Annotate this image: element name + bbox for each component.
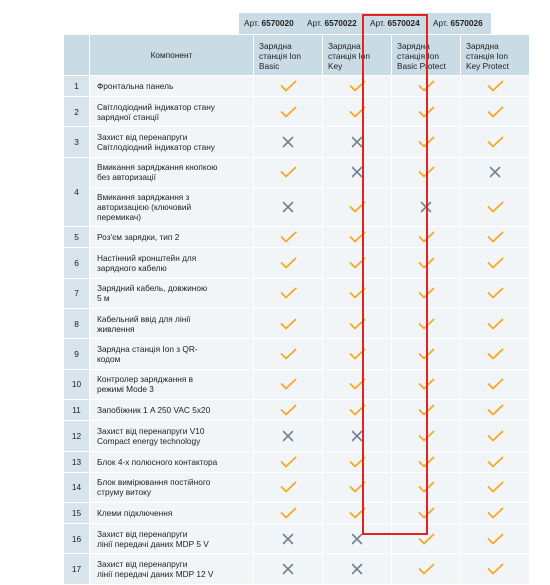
table-row <box>64 502 530 523</box>
component-name-line: Захист від перенапруги <box>97 132 188 143</box>
availability-cell <box>392 472 461 502</box>
availability-cell <box>461 451 530 472</box>
component-name-line: зарядного кабелю <box>97 262 167 273</box>
availability-cell <box>461 188 530 227</box>
availability-cell <box>254 502 323 523</box>
row-number: 3 <box>64 127 90 157</box>
comparison-table <box>63 34 530 585</box>
component-name-line: Фронтальна панель <box>97 81 174 91</box>
row-number: 14 <box>64 472 90 502</box>
cross-icon <box>282 430 294 442</box>
component-name-line: Настінний кронштейн для <box>97 252 197 263</box>
row-number: 9 <box>64 339 90 369</box>
check-icon <box>487 231 504 243</box>
component-name-line: перемикач) <box>97 212 142 223</box>
check-icon <box>418 136 435 148</box>
availability-cell <box>254 76 323 97</box>
availability-cell <box>461 278 530 308</box>
check-icon <box>349 287 366 299</box>
table-row <box>64 421 530 451</box>
article-number-4 <box>428 13 491 34</box>
component-name-line: Світлодіодний індикатор стану <box>97 101 215 112</box>
component-name <box>90 76 254 97</box>
cross-icon <box>282 563 294 575</box>
availability-cell <box>254 97 323 127</box>
component-name <box>90 278 254 308</box>
availability-cell <box>461 308 530 338</box>
cross-icon <box>282 533 294 545</box>
component-name-line: Захист від перенапруги <box>97 528 188 539</box>
component-name-line: Кабельний ввід для лінії <box>97 313 191 324</box>
table-row <box>64 523 530 553</box>
availability-cell <box>323 339 392 369</box>
component-name <box>90 554 254 584</box>
check-icon <box>349 456 366 468</box>
table-row <box>64 554 530 584</box>
component-name <box>90 157 254 187</box>
availability-cell <box>254 554 323 584</box>
product-name-line: Зарядна <box>328 41 361 51</box>
check-icon <box>418 106 435 118</box>
product-name-line: Key <box>328 61 343 71</box>
check-icon <box>418 80 435 92</box>
check-icon <box>349 507 366 519</box>
cross-icon <box>489 166 501 178</box>
table-row <box>64 227 530 248</box>
row-number: 10 <box>64 369 90 399</box>
product-name-line: станція Ion <box>328 51 370 61</box>
check-icon <box>280 378 297 390</box>
product-name-line: станція Ion <box>466 51 508 61</box>
component-header: Компонент <box>90 35 254 76</box>
check-icon <box>487 563 504 575</box>
check-icon <box>487 106 504 118</box>
component-name-line: Світлодіодний індикатор стану <box>97 142 215 153</box>
availability-cell <box>323 188 392 227</box>
availability-cell <box>461 227 530 248</box>
product-name-line: Зарядна <box>259 41 292 51</box>
availability-cell <box>254 421 323 451</box>
availability-cell <box>323 502 392 523</box>
component-name-line: Захист від перенапруги <box>97 558 188 569</box>
availability-cell <box>461 554 530 584</box>
cross-icon <box>351 430 363 442</box>
availability-cell <box>323 400 392 421</box>
component-name <box>90 400 254 421</box>
availability-cell <box>323 157 392 187</box>
availability-cell <box>392 451 461 472</box>
availability-cell <box>254 278 323 308</box>
availability-cell <box>254 369 323 399</box>
row-number: 17 <box>64 554 90 584</box>
availability-cell <box>254 451 323 472</box>
component-name-line: лінії передачі даних MDP 5 V <box>97 538 209 549</box>
row-number: 7 <box>64 278 90 308</box>
availability-cell <box>392 188 461 227</box>
header-row <box>64 35 530 76</box>
article-code: 6570020 <box>261 18 294 28</box>
product-column-header-2 <box>323 35 392 76</box>
check-icon <box>418 348 435 360</box>
table-row <box>64 339 530 369</box>
check-icon <box>487 430 504 442</box>
component-name-line: струму витоку <box>97 487 152 498</box>
component-name <box>90 97 254 127</box>
comparison-table-wrapper <box>63 13 509 585</box>
cross-icon <box>351 166 363 178</box>
check-icon <box>280 507 297 519</box>
check-icon <box>487 378 504 390</box>
check-icon <box>487 80 504 92</box>
component-name-line: 5 м <box>97 293 110 304</box>
availability-cell <box>392 227 461 248</box>
article-code: 6570022 <box>324 18 357 28</box>
article-number-row <box>63 13 489 34</box>
availability-cell <box>323 97 392 127</box>
component-name-line: Блок вимірювання постійного <box>97 477 211 488</box>
component-name <box>90 127 254 157</box>
product-name-line: Key Protect <box>466 61 509 71</box>
article-prefix: Арт. <box>244 18 262 28</box>
check-icon <box>418 287 435 299</box>
article-prefix: Арт. <box>307 18 325 28</box>
check-icon <box>280 287 297 299</box>
component-name-line: авторизацією (ключовий <box>97 202 192 213</box>
table-row <box>64 400 530 421</box>
component-name-line: Клеми підключення <box>97 507 173 518</box>
row-number: 8 <box>64 308 90 338</box>
availability-cell <box>392 554 461 584</box>
component-name-line: Вмикання заряджання кнопкою <box>97 162 218 173</box>
availability-cell <box>254 308 323 338</box>
availability-cell <box>392 278 461 308</box>
row-number: 12 <box>64 421 90 451</box>
availability-cell <box>461 421 530 451</box>
article-code: 6570024 <box>387 18 420 28</box>
availability-cell <box>392 157 461 187</box>
availability-cell <box>323 308 392 338</box>
availability-cell <box>392 248 461 278</box>
availability-cell <box>392 421 461 451</box>
availability-cell <box>323 472 392 502</box>
availability-cell <box>461 502 530 523</box>
component-name-line: Зарядна станція Ion з QR- <box>97 344 198 355</box>
cross-icon <box>351 533 363 545</box>
availability-cell <box>254 248 323 278</box>
availability-cell <box>392 339 461 369</box>
table-row <box>64 76 530 97</box>
availability-cell <box>461 472 530 502</box>
component-name <box>90 188 254 227</box>
product-name-line: Зарядна <box>397 41 430 51</box>
component-name-line: Роз'єм зарядки, тип 2 <box>97 232 180 243</box>
check-icon <box>418 231 435 243</box>
table-row <box>64 248 530 278</box>
availability-cell <box>392 502 461 523</box>
check-icon <box>280 106 297 118</box>
row-number: 4 <box>64 157 90 226</box>
check-icon <box>487 201 504 213</box>
check-icon <box>487 287 504 299</box>
check-icon <box>280 80 297 92</box>
check-icon <box>487 533 504 545</box>
availability-cell <box>323 76 392 97</box>
check-icon <box>418 456 435 468</box>
row-number: 2 <box>64 97 90 127</box>
availability-cell <box>461 369 530 399</box>
component-name-line: Зарядний кабель, довжиною <box>97 283 208 294</box>
check-icon <box>487 481 504 493</box>
availability-cell <box>323 369 392 399</box>
availability-cell <box>254 188 323 227</box>
table-row <box>64 278 530 308</box>
component-name-line: кодом <box>97 354 121 365</box>
availability-cell <box>461 97 530 127</box>
availability-cell <box>254 523 323 553</box>
product-column-header-3 <box>392 35 461 76</box>
availability-cell <box>461 127 530 157</box>
check-icon <box>280 318 297 330</box>
check-icon <box>349 201 366 213</box>
product-name-line: Basic Protect <box>397 61 446 71</box>
check-icon <box>280 166 297 178</box>
availability-cell <box>461 400 530 421</box>
component-name <box>90 248 254 278</box>
component-name-line: Вмикання заряджання з <box>97 192 190 203</box>
component-name <box>90 421 254 451</box>
availability-cell <box>323 554 392 584</box>
check-icon <box>280 404 297 416</box>
availability-cell <box>392 76 461 97</box>
component-name-line: Захист від перенапруги V10 <box>97 425 205 436</box>
availability-cell <box>323 523 392 553</box>
availability-cell <box>392 369 461 399</box>
check-icon <box>349 318 366 330</box>
table-row <box>64 472 530 502</box>
check-icon <box>280 231 297 243</box>
check-icon <box>349 378 366 390</box>
row-number: 16 <box>64 523 90 553</box>
component-name <box>90 369 254 399</box>
row-number: 5 <box>64 227 90 248</box>
check-icon <box>349 231 366 243</box>
component-name <box>90 523 254 553</box>
check-icon <box>418 507 435 519</box>
availability-cell <box>392 308 461 338</box>
check-icon <box>349 257 366 269</box>
check-icon <box>349 481 366 493</box>
check-icon <box>418 533 435 545</box>
component-name-line: без авторизації <box>97 172 156 183</box>
check-icon <box>487 318 504 330</box>
check-icon <box>280 456 297 468</box>
cross-icon <box>351 563 363 575</box>
availability-cell <box>254 227 323 248</box>
check-icon <box>487 404 504 416</box>
article-number-2 <box>302 13 365 34</box>
availability-cell <box>254 339 323 369</box>
check-icon <box>418 378 435 390</box>
availability-cell <box>323 451 392 472</box>
availability-cell <box>254 157 323 187</box>
check-icon <box>349 404 366 416</box>
component-name-line: Блок 4-х полюсного контактора <box>97 456 218 467</box>
component-name-line: режимі Mode 3 <box>97 384 154 395</box>
availability-cell <box>323 248 392 278</box>
component-name-line: зарядної станції <box>97 111 160 122</box>
component-name <box>90 339 254 369</box>
product-name-line: Зарядна <box>466 41 499 51</box>
table-row <box>64 188 530 227</box>
check-icon <box>280 481 297 493</box>
row-number: 13 <box>64 451 90 472</box>
availability-cell <box>461 523 530 553</box>
availability-cell <box>323 227 392 248</box>
product-name-line: Basic <box>259 61 280 71</box>
component-name-line: Контролер заряджання в <box>97 374 194 385</box>
row-number: 15 <box>64 502 90 523</box>
check-icon <box>280 257 297 269</box>
availability-cell <box>461 157 530 187</box>
check-icon <box>418 563 435 575</box>
cross-icon <box>351 136 363 148</box>
check-icon <box>418 318 435 330</box>
component-name-line: Compact energy technology <box>97 435 201 446</box>
table-row <box>64 451 530 472</box>
availability-cell <box>392 127 461 157</box>
table-row <box>64 157 530 187</box>
check-icon <box>349 80 366 92</box>
article-prefix: Арт. <box>370 18 388 28</box>
check-icon <box>349 106 366 118</box>
availability-cell <box>323 278 392 308</box>
row-number: 1 <box>64 76 90 97</box>
check-icon <box>280 348 297 360</box>
component-name-line: Запобіжник 1 A 250 VAC 5x20 <box>97 405 211 416</box>
component-name <box>90 472 254 502</box>
check-icon <box>418 481 435 493</box>
availability-cell <box>254 472 323 502</box>
check-icon <box>487 257 504 269</box>
component-name <box>90 502 254 523</box>
product-column-header-4 <box>461 35 530 76</box>
component-name <box>90 227 254 248</box>
check-icon <box>487 136 504 148</box>
article-code: 6570026 <box>450 18 483 28</box>
header-number-cell <box>64 35 90 76</box>
article-number-3 <box>365 13 428 34</box>
check-icon <box>487 507 504 519</box>
availability-cell <box>392 523 461 553</box>
row-number: 11 <box>64 400 90 421</box>
check-icon <box>487 456 504 468</box>
product-name-line: станція Ion <box>259 51 301 61</box>
check-icon <box>418 430 435 442</box>
table-row <box>64 308 530 338</box>
product-name-line: станція Ion <box>397 51 439 61</box>
availability-cell <box>461 339 530 369</box>
check-icon <box>418 257 435 269</box>
availability-cell <box>461 76 530 97</box>
article-prefix: Арт. <box>433 18 451 28</box>
cross-icon <box>282 136 294 148</box>
table-row <box>64 127 530 157</box>
article-number-1 <box>239 13 302 34</box>
cross-icon <box>282 201 294 213</box>
component-name <box>90 308 254 338</box>
component-name-line: лінії передачі даних MDP 12 V <box>97 568 214 579</box>
check-icon <box>418 166 435 178</box>
check-icon <box>418 404 435 416</box>
check-icon <box>349 348 366 360</box>
availability-cell <box>323 421 392 451</box>
cross-icon <box>420 201 432 213</box>
row-number: 6 <box>64 248 90 278</box>
component-name <box>90 451 254 472</box>
availability-cell <box>392 97 461 127</box>
availability-cell <box>392 400 461 421</box>
product-column-header-1 <box>254 35 323 76</box>
availability-cell <box>323 127 392 157</box>
table-row <box>64 97 530 127</box>
availability-cell <box>254 127 323 157</box>
table-row <box>64 369 530 399</box>
availability-cell <box>254 400 323 421</box>
check-icon <box>487 348 504 360</box>
component-name-line: живлення <box>97 323 135 334</box>
availability-cell <box>461 248 530 278</box>
